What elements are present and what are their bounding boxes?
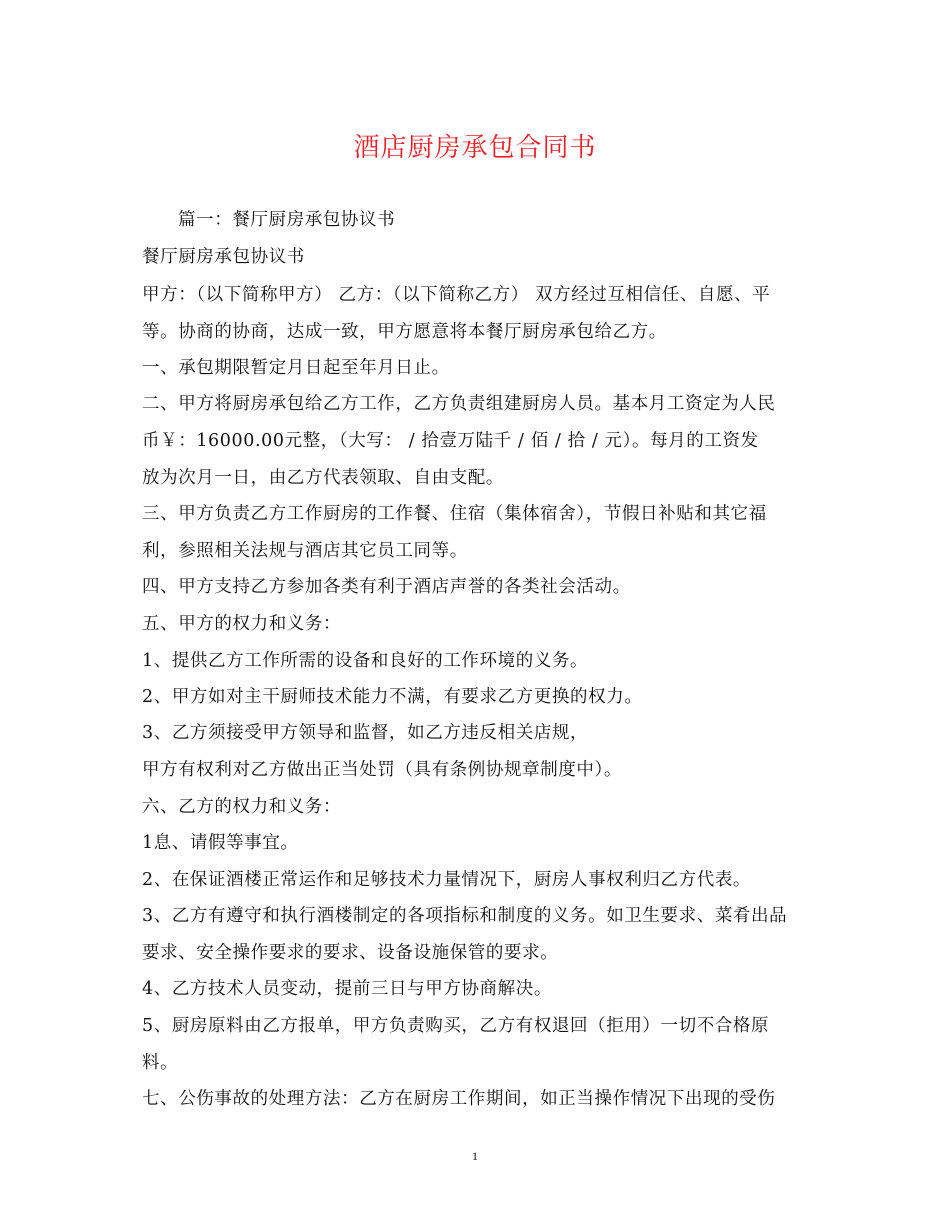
clause-line: 要求、安全操作要求的要求、设备设施保管的要求。: [142, 943, 559, 963]
page-number: 1: [472, 1149, 478, 1163]
clause-line: 三、甲方负责乙方工作厨房的工作餐、住宿（集体宿舍），节假日补贴和其它福: [142, 504, 767, 524]
document-title: 酒店厨房承包合同书: [353, 133, 597, 163]
agreement-name: 餐厅厨房承包协议书: [142, 247, 305, 267]
clause-heading: 五、甲方的权力和义务：: [142, 614, 342, 634]
clause-line: 料。: [142, 1053, 179, 1073]
clause-line: 4、乙方技术人员变动，提前三日与甲方协商解决。: [142, 979, 552, 999]
clause-line: 1、提供乙方工作所需的设备和良好的工作环境的义务。: [142, 651, 589, 671]
paragraph-line: 等。协商的协商，达成一致，甲方愿意将本餐厅厨房承包给乙方。: [142, 322, 667, 342]
section-heading: 篇一：餐厅厨房承包协议书: [178, 210, 396, 230]
clause-line: 5、厨房原料由乙方报单，甲方负责购买，乙方有权退回（拒用）一切不合格原: [142, 1016, 770, 1036]
clause-line: 3、乙方有遵守和执行酒楼制定的各项指标和制度的义务。如卫生要求、菜肴出品: [142, 906, 788, 926]
clause-line: 2、甲方如对主干厨师技术能力不满，有要求乙方更换的权力。: [142, 687, 643, 707]
clause-line: 3、乙方须接受甲方领导和监督，如乙方违反相关店规，: [142, 723, 589, 743]
clause-line: 四、甲方支持乙方参加各类有利于酒店声誉的各类社会活动。: [142, 577, 631, 597]
clause-line: 1息、请假等事宜。: [142, 833, 299, 853]
clause-line: 币￥：16000.00元整，（大写： / 拾壹万陆千 / 佰 / 拾 / 元）。每月的工资发: [142, 431, 759, 451]
clause-line: 2、在保证酒楼正常运作和足够技术力量情况下，厨房人事权利归乙方代表。: [142, 870, 752, 890]
paragraph-line: 甲方：（以下简称甲方） 乙方：（以下简称乙方） 双方经过互相信任、自愿、平: [142, 285, 771, 305]
clause-heading: 六、乙方的权力和义务：: [142, 797, 342, 817]
clause-line: 甲方有权利对乙方做出正当处罚（具有条例协规章制度中）。: [142, 760, 622, 780]
clause-line: 一、承包期限暂定月日起至年月日止。: [142, 358, 450, 378]
clause-line: 利，参照相关法规与酒店其它员工同等。: [142, 541, 468, 561]
clause-line: 七、公伤事故的处理方法：乙方在厨房工作期间，如正当操作情况下出现的受伤: [142, 1089, 776, 1109]
clause-line: 二、甲方将厨房承包给乙方工作，乙方负责组建厨房人员。基本月工资定为人民: [142, 394, 776, 414]
clause-line: 放为次月一日，由乙方代表领取、自由支配。: [142, 468, 504, 488]
